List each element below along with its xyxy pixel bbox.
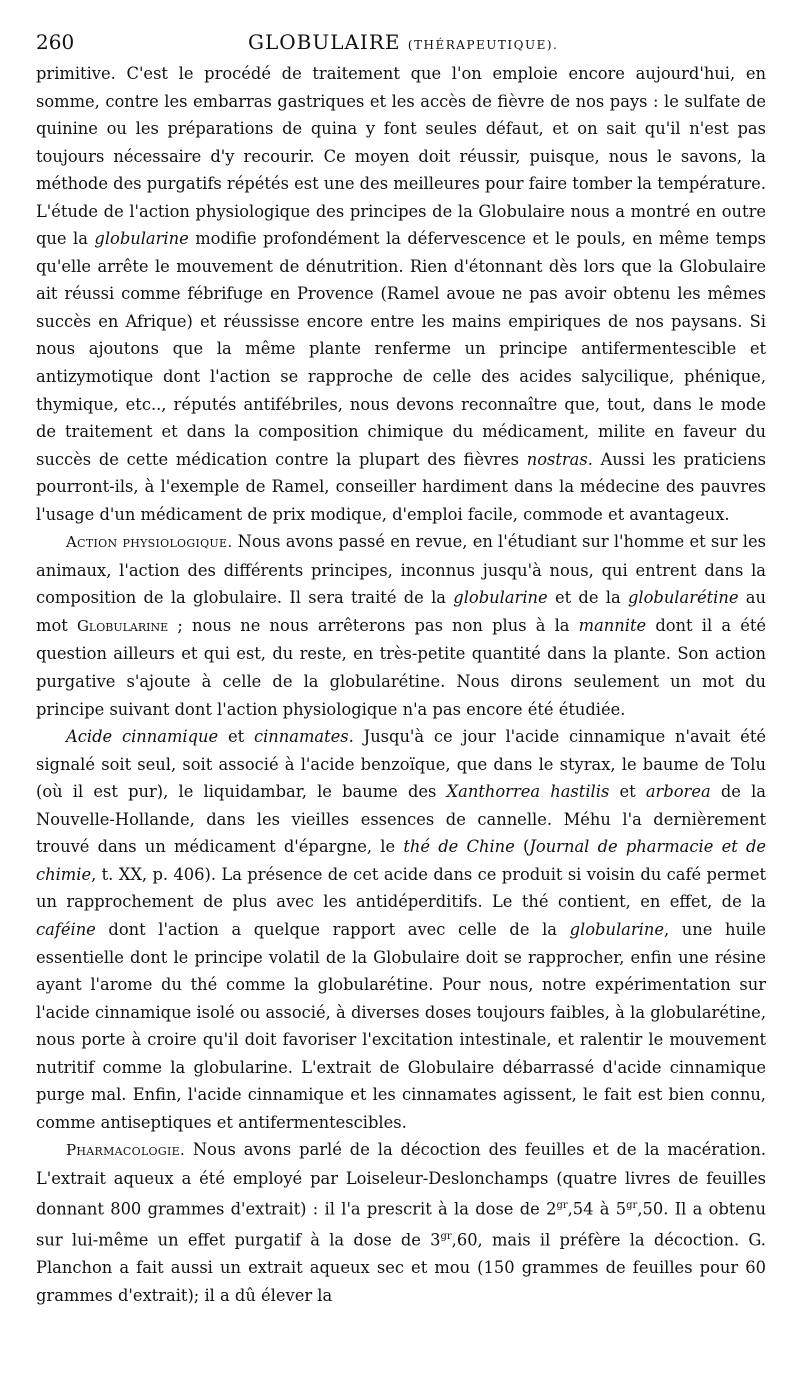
paragraph-4 [36,1136,766,1309]
text-run: Nous avons passé en revue, en l'étudiant sur l'homme et sur les animaux, l'action des différents principes, inconnus jusqu'à nous, qui entrent dans la composition de la globulaire. Il sera traité de la [36,532,766,608]
paragraph-1 [36,60,766,528]
italic-term: mannite [578,615,647,635]
cross-reference: Globularine [76,616,169,635]
text-run: et [218,727,254,747]
unit-superscript: gr [556,1200,568,1212]
italic-term: caféine [36,919,96,939]
text-run: , une huile essentielle dont le principe volatil de la Globulaire doit se rapprocher, enfin une résine ayant l'arome du thé comme la globularétine. Pour nous, notre expérimentation sur l'acide cinnamique isolé ou associé, à diverses doses toujours faibles, à la globularétine, nous porte à croire qu'il doit favoriser l'excitation intestinale, et ralentir le mouvement nutritif comme la globularine. L'extrait de Globulaire débarrassé d'acide cinnamique purge mal. Enfin, l'acide cinnamique et les cinnamates agissent, le fait est bien connu, comme antiseptiques et antifermentescibles. [36,919,767,1132]
text-run: de la Nouvelle-Hollande, dans les vieilles essences de cannelle. Méhu l'a dernièrement trouvé dans un médicament d'épargne, le [36,782,767,857]
text-run: Jusqu'à ce jour l'acide cinnamique n'avait été signalé soit seul, soit associé à l'acide benzoïque, que dans le styrax, le baume de Tolu (où il est pur), le liquidambar, le baume des [36,727,766,802]
italic-term: thé de Chine [403,837,515,857]
unit-superscript: gr [626,1200,638,1212]
italic-term: Journal de pharmacie et de chimie [36,837,767,884]
italic-term: globularine [94,229,189,249]
unit-superscript: gr [440,1231,452,1243]
paragraph-3 [36,723,766,1136]
italic-term: arborea [645,782,711,802]
text-run: ; nous ne nous arrêterons pas non plus à la [168,615,579,635]
italic-term: nostras [526,449,588,469]
text-run: ,60, mais il préfère la décoction. G. Planchon a fait aussi un extrait aqueux sec et mou (150 grammes de feuilles pour 60 grammes d'extrait); il a dû élever la [36,1230,766,1305]
text-run: , t. XX, p. 406). La présence de cet acide dans ce produit si voisin du café permet un rapprochement de plus avec les antidéperditifs. Le thé contient, en effet, de la [36,864,766,912]
page-number: 260 [36,30,75,54]
italic-term: globularine [569,919,664,939]
section-heading: cinnamates. [253,727,354,747]
text-run: et [609,782,646,802]
italic-term: Xanthorrea hastilis [446,782,610,802]
running-header [36,30,764,60]
text-run: ( [514,837,530,857]
italic-term: globularine [453,588,548,608]
text-run: . Aussi les praticiens pourront-ils, à l'exemple de Ramel, conseiller hardiment dans la médecine des pauvres l'usage d'un médicament de prix modique, d'emploi facile, commode et avantageux. [36,449,766,524]
section-heading: Acide cinnamique [66,727,219,747]
italic-term: globularétine [627,588,739,608]
paragraph-2 [36,528,766,723]
text-run: et de la [547,588,628,608]
section-heading: Action physiologique. [66,533,233,552]
text-run: ,54 à 5 [567,1199,627,1219]
text-run: ,50. Il a obtenu sur lui-même un effet purgatif à la dose de 3 [36,1199,766,1250]
text-run: dont l'action a quelque rapport avec celle de la [95,919,570,939]
running-title [248,30,558,54]
text-run: primitive. C'est le procédé de traitement que l'on emploie encore aujourd'hui, en somme, contre les embarras gastriques et les accès de fièvre de nos pays : le sulfate de quinine ou les préparations de quina y font seules défaut, et on sait qu'il n'est pas toujours nécessaire d'y recourir. Ce moyen doit réussir, puisque, nous le savons, la méthode des purgatifs répétés est une des meilleures pour faire tomber la température. L'étude de l'action physiologique des principes de la Globulaire nous a montré en outre que la [36,64,766,249]
text-run: dont il a été question ailleurs et qui est, du reste, en très-petite quantité dans la plante. Son action purgative s'ajoute à celle de la globularétine. Nous dirons seulement un mot du principe suivant dont l'action physiologique n'a pas encore été étudiée. [36,615,767,719]
section-heading: Pharmacologie. [66,1141,186,1160]
text-run: au mot [36,588,766,635]
running-title-main: GLOBULAIRE [248,30,401,54]
text-run: Nous avons parlé de la décoction des feuilles et de la macération. L'extrait aqueux a été employé par Loiseleur-Deslonchamps (quatre livres de feuilles donnant 800 grammes d'extrait) : il l'a prescrit à la dose de 2 [36,1140,766,1219]
text-run: modifie profondément la défervescence et le pouls, en même temps qu'elle arrête le mouvement de dénutrition. Rien d'étonnant dès lors que la Globulaire ait réussi comme fébrifuge en Provence (Ramel avoue ne pas avoir obtenu les mêmes succès en Afrique) et réussisse encore entre les mains empiriques de nos paysans. Si nous ajoutons que la même plante renferme un principe antifermentescible et antizymotique dont l'action se rapproche de celle des acides salycilique, phénique, thymique, etc.., réputés antifébriles, nous devons reconnaître que, tout, dans le mode de traitement et dans la composition chimique du médicament, milite en faveur du succès de cette médication contre la plupart des fièvres [36,229,766,469]
text-body [36,60,766,1309]
running-title-sub: (THÉRAPEUTIQUE). [407,38,559,52]
